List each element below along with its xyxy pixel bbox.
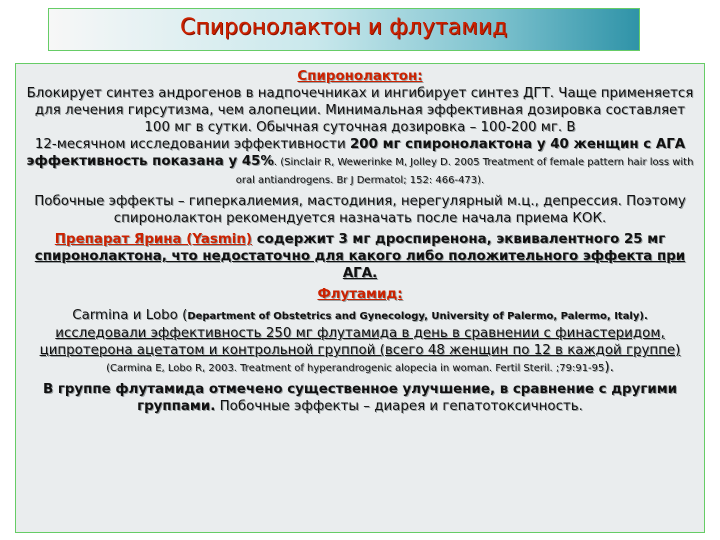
flutamide-paragraph: Carmina и Lobo (Department of Obstetrics and Gynecology, University of Palermo, Palermo, Italy). исследовали эффективность 250 мг флутамида в день в сравнении с финастеридом, ципротерона ацетатом и контрольной группой (всего 48 женщин по 12 в каждой группе) (Carmina E, Lobo R, 2003. Treatment of hyperandrogenic alopecia in woman. Fertil Steril. ;79:91-95). [39, 308, 681, 375]
yarina-paragraph: Препарат Ярина (Yasmin) содержит 3 мг дроспиренона, эквивалентного 25 мг спиронолактона, что недостаточно для какого либо положительного эффекта при АГА. [34, 232, 686, 281]
spironolactone-paragraph: Блокирует синтез андрогенов в надпочечниках и ингибирует синтез ДГТ. Чаще применяется для лечения гирсутизма, чем алопеции. Минимальная эффективная дозировка составляет 100 мг в сутки. Обычная суточная дозировка – 100-200 мг. В 12-месячном исследовании эффективности 200 мг спиронолактона у 40 женщин с АГА эффективность показана у 45%. (Sinclair R, Wewerinke M, Jolley D. 2005 Treatment of female pattern hair loss with oral antiandrogens. Br J Dermatol; 152: 466-473). [26, 86, 694, 186]
content-panel [15, 63, 705, 533]
flutamide-heading: Флутамид: [317, 287, 403, 302]
side-effects-paragraph: Побочные эффекты – гиперкалиемия, мастодиния, нерегулярный м.ц., депрессия. Поэтому спиронолактон рекомендуется назначать после начала приема КОК. [34, 194, 686, 226]
flutamide-result: В группе флутамида отмечено существенное улучшение, в сравнение с другими группами. Побочные эффекты – диарея и гепатотоксичность. [42, 382, 678, 414]
slide-title: Спиронолактон и флутамид [180, 15, 508, 40]
title-banner [48, 8, 640, 51]
spironolactone-heading: Спиронолактон: [297, 69, 423, 84]
